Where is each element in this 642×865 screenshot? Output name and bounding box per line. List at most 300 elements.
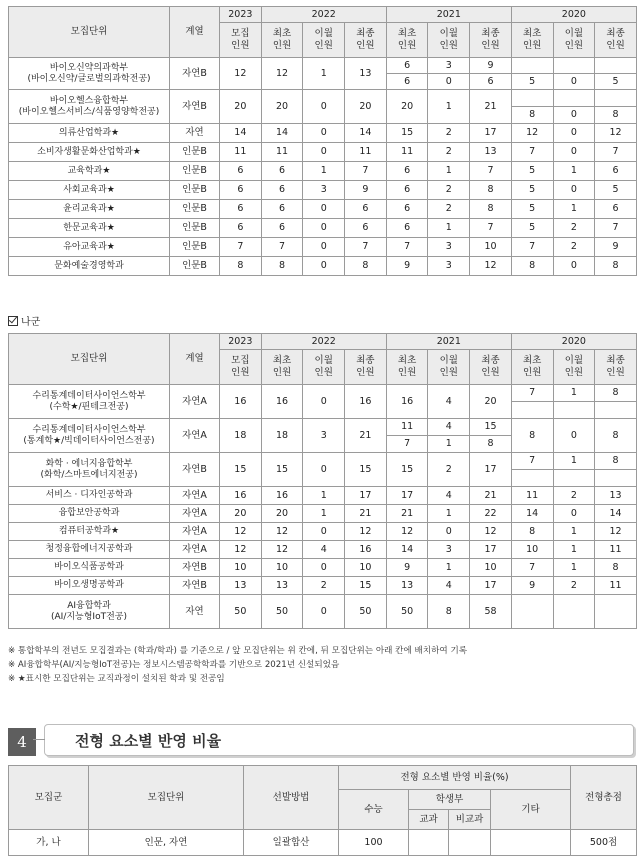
value-cell: 1: [428, 162, 470, 181]
value-cell: 50: [386, 595, 428, 629]
section-title-bar: [44, 724, 634, 756]
series-cell: 자연A: [170, 523, 220, 541]
dept-name: 윤리교육과★: [9, 200, 170, 219]
value-cell: 3: [303, 181, 345, 200]
value-cell: 0: [303, 238, 345, 257]
value-cell: 6: [386, 181, 428, 200]
value-cell: 6: [261, 200, 303, 219]
header-final: 최종 인원: [470, 350, 512, 385]
section-number: 4: [8, 728, 36, 756]
value-cell: 6: [386, 58, 428, 74]
value-cell: 7: [511, 238, 553, 257]
dept-name: 청정융합에너지공학과: [9, 541, 170, 559]
value-cell: 2: [428, 181, 470, 200]
value-cell: 9: [386, 559, 428, 577]
value-cell: 11: [595, 541, 637, 559]
h-ratio: 전형 요소별 반영 비율(%): [339, 766, 571, 790]
value-cell: 9: [511, 577, 553, 595]
value-cell: 0: [303, 143, 345, 162]
table-row: [9, 385, 637, 402]
value-cell: 14: [261, 124, 303, 143]
value-cell: 8: [595, 385, 637, 402]
value-cell: 15: [220, 453, 262, 487]
value-cell: 6: [345, 219, 387, 238]
value-cell: 13: [470, 143, 512, 162]
dept-name: 문화예술경영학과: [9, 257, 170, 276]
note-1: ※ 통합학부의 전년도 모집결과는 (학과/학과) 를 기준으로 / 앞 모집단위는 위 칸에, 뒤 모집단위는 아래 칸에 배치하여 기록: [8, 646, 468, 656]
series-cell: 인문B: [170, 257, 220, 276]
value-cell: 13: [261, 577, 303, 595]
value-cell: 4: [428, 419, 470, 436]
value-cell: 6: [220, 200, 262, 219]
value-cell: 7: [345, 238, 387, 257]
value-cell: [595, 58, 637, 74]
value-cell: 17: [470, 124, 512, 143]
series-cell: 인문B: [170, 143, 220, 162]
value-cell: 21: [345, 505, 387, 523]
header-final: 최종 인원: [595, 23, 637, 58]
header-carry: 이월 인원: [428, 350, 470, 385]
value-cell: 20: [386, 90, 428, 124]
value-cell: 0: [553, 74, 595, 90]
value-cell: 9: [386, 257, 428, 276]
value-cell: 11: [345, 143, 387, 162]
value-cell: 15: [345, 453, 387, 487]
value-cell: 6: [220, 219, 262, 238]
value-cell: 0: [303, 200, 345, 219]
value-cell: 17: [386, 487, 428, 505]
value-cell: 8: [345, 257, 387, 276]
value-cell: 50: [261, 595, 303, 629]
header-series: 계열: [170, 334, 220, 385]
value-cell: 2: [553, 487, 595, 505]
value-cell: 1: [553, 523, 595, 541]
value-cell: 11: [220, 143, 262, 162]
value-cell: 11: [386, 143, 428, 162]
value-cell: 1: [303, 162, 345, 181]
r-group: 가, 나: [9, 830, 89, 856]
note-2: ※ AI융합학부(AI/지능형IoT전공)는 정보시스템공학학과를 기반으로 2021년 신설되었음: [8, 660, 340, 670]
section-na-label: [8, 313, 40, 328]
value-cell: 20: [220, 90, 262, 124]
header-dept: 모집단위: [9, 334, 170, 385]
value-cell: 9: [345, 181, 387, 200]
value-cell: 8: [220, 257, 262, 276]
header-2020: 2020: [511, 334, 636, 350]
header-carry: 이월 인원: [303, 23, 345, 58]
value-cell: 5: [511, 219, 553, 238]
h-school: 학생부: [409, 790, 491, 810]
value-cell: 8: [470, 436, 512, 453]
value-cell: 0: [553, 419, 595, 453]
value-cell: 7: [511, 385, 553, 402]
value-cell: 6: [470, 74, 512, 90]
table-row: [9, 200, 637, 219]
value-cell: 9: [595, 238, 637, 257]
value-cell: 7: [511, 143, 553, 162]
header-first: 최초 인원: [511, 23, 553, 58]
value-cell: 12: [511, 124, 553, 143]
value-cell: 11: [511, 487, 553, 505]
value-cell: 2: [428, 200, 470, 219]
value-cell: 7: [511, 559, 553, 577]
value-cell: 2: [303, 577, 345, 595]
table-row: [9, 523, 637, 541]
table-row: [9, 505, 637, 523]
value-cell: 2: [428, 124, 470, 143]
series-cell: 자연B: [170, 559, 220, 577]
table-row: [9, 238, 637, 257]
value-cell: 1: [303, 505, 345, 523]
ratio-row: [9, 830, 637, 856]
series-cell: 자연: [170, 595, 220, 629]
header-first: 최초 인원: [386, 350, 428, 385]
value-cell: 0: [303, 523, 345, 541]
dept-name: 소비자생활문화산업학과★: [9, 143, 170, 162]
header-2020: 2020: [511, 7, 636, 23]
value-cell: 7: [345, 162, 387, 181]
value-cell: 0: [553, 107, 595, 124]
table-row: [9, 162, 637, 181]
header-final: 최종 인원: [345, 23, 387, 58]
header-first: 최초 인원: [261, 350, 303, 385]
checkbox-icon: [8, 316, 18, 326]
value-cell: 1: [303, 58, 345, 90]
dept-name: 유아교육과★: [9, 238, 170, 257]
value-cell: 12: [595, 124, 637, 143]
dept-name: 바이오신약의과학부 (바이오신약/글로벌의과학전공): [9, 58, 170, 90]
value-cell: 8: [261, 257, 303, 276]
value-cell: 14: [511, 505, 553, 523]
value-cell: 0: [553, 181, 595, 200]
dept-name: 사회교육과★: [9, 181, 170, 200]
value-cell: 18: [220, 419, 262, 453]
value-cell: 16: [220, 487, 262, 505]
dept-name: AI융합학과 (AI/지능형IoT전공): [9, 595, 170, 629]
dept-name: 융합보안공학과: [9, 505, 170, 523]
value-cell: 0: [303, 124, 345, 143]
value-cell: 0: [428, 74, 470, 90]
header-carry: 이월 인원: [553, 23, 595, 58]
value-cell: 2: [428, 453, 470, 487]
value-cell: 5: [511, 74, 553, 90]
value-cell: 10: [220, 559, 262, 577]
series-cell: 자연A: [170, 505, 220, 523]
value-cell: 0: [303, 385, 345, 419]
value-cell: 1: [303, 487, 345, 505]
series-cell: 인문B: [170, 181, 220, 200]
value-cell: 20: [220, 505, 262, 523]
value-cell: 2: [428, 143, 470, 162]
r-nonsubject: [449, 830, 491, 856]
value-cell: 13: [595, 487, 637, 505]
empty-cell: [511, 402, 553, 419]
value-cell: 15: [386, 124, 428, 143]
section-4-header: [8, 722, 634, 760]
notes: [8, 644, 467, 686]
value-cell: 1: [428, 436, 470, 453]
value-cell: 10: [470, 559, 512, 577]
table-row: [9, 90, 637, 107]
header-2021: 2021: [386, 7, 511, 23]
value-cell: 13: [220, 577, 262, 595]
dept-name: 바이오식품공학과: [9, 559, 170, 577]
value-cell: 21: [470, 487, 512, 505]
header-recruit: 모집 인원: [220, 23, 262, 58]
value-cell: 12: [386, 523, 428, 541]
value-cell: 6: [386, 219, 428, 238]
value-cell: 15: [345, 577, 387, 595]
series-cell: 인문B: [170, 200, 220, 219]
series-cell: 자연B: [170, 453, 220, 487]
value-cell: 8: [428, 595, 470, 629]
value-cell: 4: [428, 487, 470, 505]
value-cell: 7: [595, 143, 637, 162]
value-cell: 6: [220, 181, 262, 200]
value-cell: 0: [303, 595, 345, 629]
dept-name: 수리통계데이터사이언스학부 (통계학★/빅데이터사이언스전공): [9, 419, 170, 453]
value-cell: 0: [303, 219, 345, 238]
r-subject: [409, 830, 449, 856]
value-cell: 0: [553, 505, 595, 523]
table-row: [9, 541, 637, 559]
value-cell: 8: [470, 181, 512, 200]
value-cell: 8: [595, 107, 637, 124]
header-dept: 모집단위: [9, 7, 170, 58]
value-cell: 12: [220, 58, 262, 90]
value-cell: 21: [386, 505, 428, 523]
series-cell: 인문B: [170, 162, 220, 181]
value-cell: 20: [345, 90, 387, 124]
value-cell: 7: [595, 219, 637, 238]
value-cell: 11: [386, 419, 428, 436]
value-cell: 10: [345, 559, 387, 577]
header-2021: 2021: [386, 334, 511, 350]
value-cell: 16: [345, 541, 387, 559]
value-cell: 12: [345, 523, 387, 541]
dept-name: 컴퓨터공학과★: [9, 523, 170, 541]
header-first: 최초 인원: [386, 23, 428, 58]
value-cell: 5: [595, 74, 637, 90]
value-cell: 21: [470, 90, 512, 124]
value-cell: 8: [595, 419, 637, 453]
value-cell: 16: [386, 385, 428, 419]
value-cell: 6: [386, 162, 428, 181]
table-row: [9, 419, 637, 436]
value-cell: 13: [345, 58, 387, 90]
value-cell: 12: [261, 541, 303, 559]
value-cell: 8: [511, 107, 553, 124]
section-title: 전형 요소별 반영 비율: [75, 732, 222, 750]
value-cell: 12: [470, 257, 512, 276]
value-cell: 15: [261, 453, 303, 487]
h-total: 전형총점: [571, 766, 637, 830]
header-carry: 이월 인원: [428, 23, 470, 58]
value-cell: 1: [428, 219, 470, 238]
value-cell: 1: [553, 385, 595, 402]
value-cell: [511, 595, 553, 629]
header-recruit: 모집 인원: [220, 350, 262, 385]
h-suneung: 수능: [339, 790, 409, 830]
value-cell: 17: [345, 487, 387, 505]
h-etc: 기타: [491, 790, 571, 830]
value-cell: 20: [261, 90, 303, 124]
header-first: 최초 인원: [511, 350, 553, 385]
table-row: [9, 124, 637, 143]
value-cell: 5: [511, 162, 553, 181]
value-cell: 14: [595, 505, 637, 523]
value-cell: 0: [553, 124, 595, 143]
value-cell: 2: [553, 577, 595, 595]
empty-cell: [553, 470, 595, 487]
value-cell: 3: [428, 58, 470, 74]
value-cell: 7: [386, 436, 428, 453]
header-final: 최종 인원: [470, 23, 512, 58]
value-cell: 0: [303, 90, 345, 124]
h-dept: 모집단위: [89, 766, 244, 830]
series-cell: 인문B: [170, 238, 220, 257]
value-cell: 1: [553, 453, 595, 470]
value-cell: [553, 90, 595, 107]
header-2022: 2022: [261, 7, 386, 23]
table-row: [9, 595, 637, 629]
value-cell: 5: [511, 200, 553, 219]
dept-name: 한문교육과★: [9, 219, 170, 238]
value-cell: 4: [428, 577, 470, 595]
table-row: [9, 257, 637, 276]
value-cell: 8: [595, 453, 637, 470]
series-cell: 자연: [170, 124, 220, 143]
value-cell: 1: [428, 90, 470, 124]
table-row: [9, 181, 637, 200]
value-cell: 6: [595, 162, 637, 181]
value-cell: 12: [595, 523, 637, 541]
value-cell: [553, 595, 595, 629]
value-cell: 6: [345, 200, 387, 219]
value-cell: 17: [470, 541, 512, 559]
value-cell: 1: [553, 200, 595, 219]
empty-cell: [511, 470, 553, 487]
ratio-table: [8, 765, 637, 856]
dept-name: 바이오생명공학과: [9, 577, 170, 595]
dept-name: 의류산업학과★: [9, 124, 170, 143]
value-cell: 14: [345, 124, 387, 143]
header-2023: 2023: [220, 334, 262, 350]
value-cell: 9: [470, 58, 512, 74]
value-cell: 0: [553, 257, 595, 276]
value-cell: 18: [261, 419, 303, 453]
value-cell: 0: [428, 523, 470, 541]
table-row: [9, 453, 637, 470]
series-cell: 자연A: [170, 419, 220, 453]
value-cell: 3: [428, 257, 470, 276]
value-cell: 8: [595, 257, 637, 276]
value-cell: 0: [303, 257, 345, 276]
value-cell: 6: [220, 162, 262, 181]
value-cell: 13: [386, 577, 428, 595]
value-cell: 3: [303, 419, 345, 453]
value-cell: 4: [428, 385, 470, 419]
value-cell: [511, 58, 553, 74]
value-cell: 1: [428, 505, 470, 523]
header-2023: 2023: [220, 7, 262, 23]
section-na-text: 나군: [21, 317, 41, 328]
value-cell: 21: [345, 419, 387, 453]
series-cell: 자연A: [170, 541, 220, 559]
value-cell: 1: [553, 559, 595, 577]
value-cell: 15: [470, 419, 512, 436]
header-final: 최종 인원: [345, 350, 387, 385]
value-cell: 8: [511, 257, 553, 276]
table-row: [9, 143, 637, 162]
value-cell: 7: [386, 238, 428, 257]
value-cell: 6: [386, 74, 428, 90]
value-cell: 7: [261, 238, 303, 257]
value-cell: 4: [303, 541, 345, 559]
dept-name: 교육학과★: [9, 162, 170, 181]
r-total: 500점: [571, 830, 637, 856]
value-cell: 8: [511, 419, 553, 453]
value-cell: 1: [553, 162, 595, 181]
value-cell: 10: [470, 238, 512, 257]
value-cell: 14: [220, 124, 262, 143]
empty-cell: [595, 402, 637, 419]
admission-table-2: [8, 333, 637, 629]
empty-cell: [553, 402, 595, 419]
value-cell: [595, 90, 637, 107]
admission-table-1: [8, 6, 637, 276]
value-cell: 22: [470, 505, 512, 523]
value-cell: 14: [386, 541, 428, 559]
value-cell: 6: [261, 181, 303, 200]
header-series: 계열: [170, 7, 220, 58]
value-cell: 6: [386, 200, 428, 219]
value-cell: 16: [261, 487, 303, 505]
dept-name: 서비스 · 디자인공학과: [9, 487, 170, 505]
r-method: 일괄합산: [244, 830, 339, 856]
value-cell: 2: [553, 219, 595, 238]
value-cell: [595, 595, 637, 629]
value-cell: 6: [261, 162, 303, 181]
value-cell: 12: [220, 541, 262, 559]
value-cell: 20: [470, 385, 512, 419]
value-cell: 7: [220, 238, 262, 257]
table-row: [9, 487, 637, 505]
table-row: [9, 577, 637, 595]
value-cell: 11: [595, 577, 637, 595]
value-cell: 6: [261, 219, 303, 238]
dept-name: 화학 · 에너지융합학부 (화학/스마트에너지전공): [9, 453, 170, 487]
dept-name: 바이오헬스융합학부 (바이오헬스서비스/식품영양학전공): [9, 90, 170, 124]
value-cell: 11: [261, 143, 303, 162]
header-carry: 이월 인원: [303, 350, 345, 385]
r-etc: [491, 830, 571, 856]
value-cell: 7: [470, 219, 512, 238]
value-cell: 6: [595, 200, 637, 219]
series-cell: 자연B: [170, 577, 220, 595]
header-2022: 2022: [261, 334, 386, 350]
value-cell: 8: [511, 523, 553, 541]
value-cell: 12: [220, 523, 262, 541]
series-cell: 자연A: [170, 487, 220, 505]
dept-name: 수리통계데이터사이언스학부 (수학★/핀테크전공): [9, 385, 170, 419]
value-cell: 5: [595, 181, 637, 200]
series-cell: 자연B: [170, 90, 220, 124]
value-cell: 50: [220, 595, 262, 629]
value-cell: 8: [470, 200, 512, 219]
table-row: [9, 219, 637, 238]
series-cell: 자연B: [170, 58, 220, 90]
